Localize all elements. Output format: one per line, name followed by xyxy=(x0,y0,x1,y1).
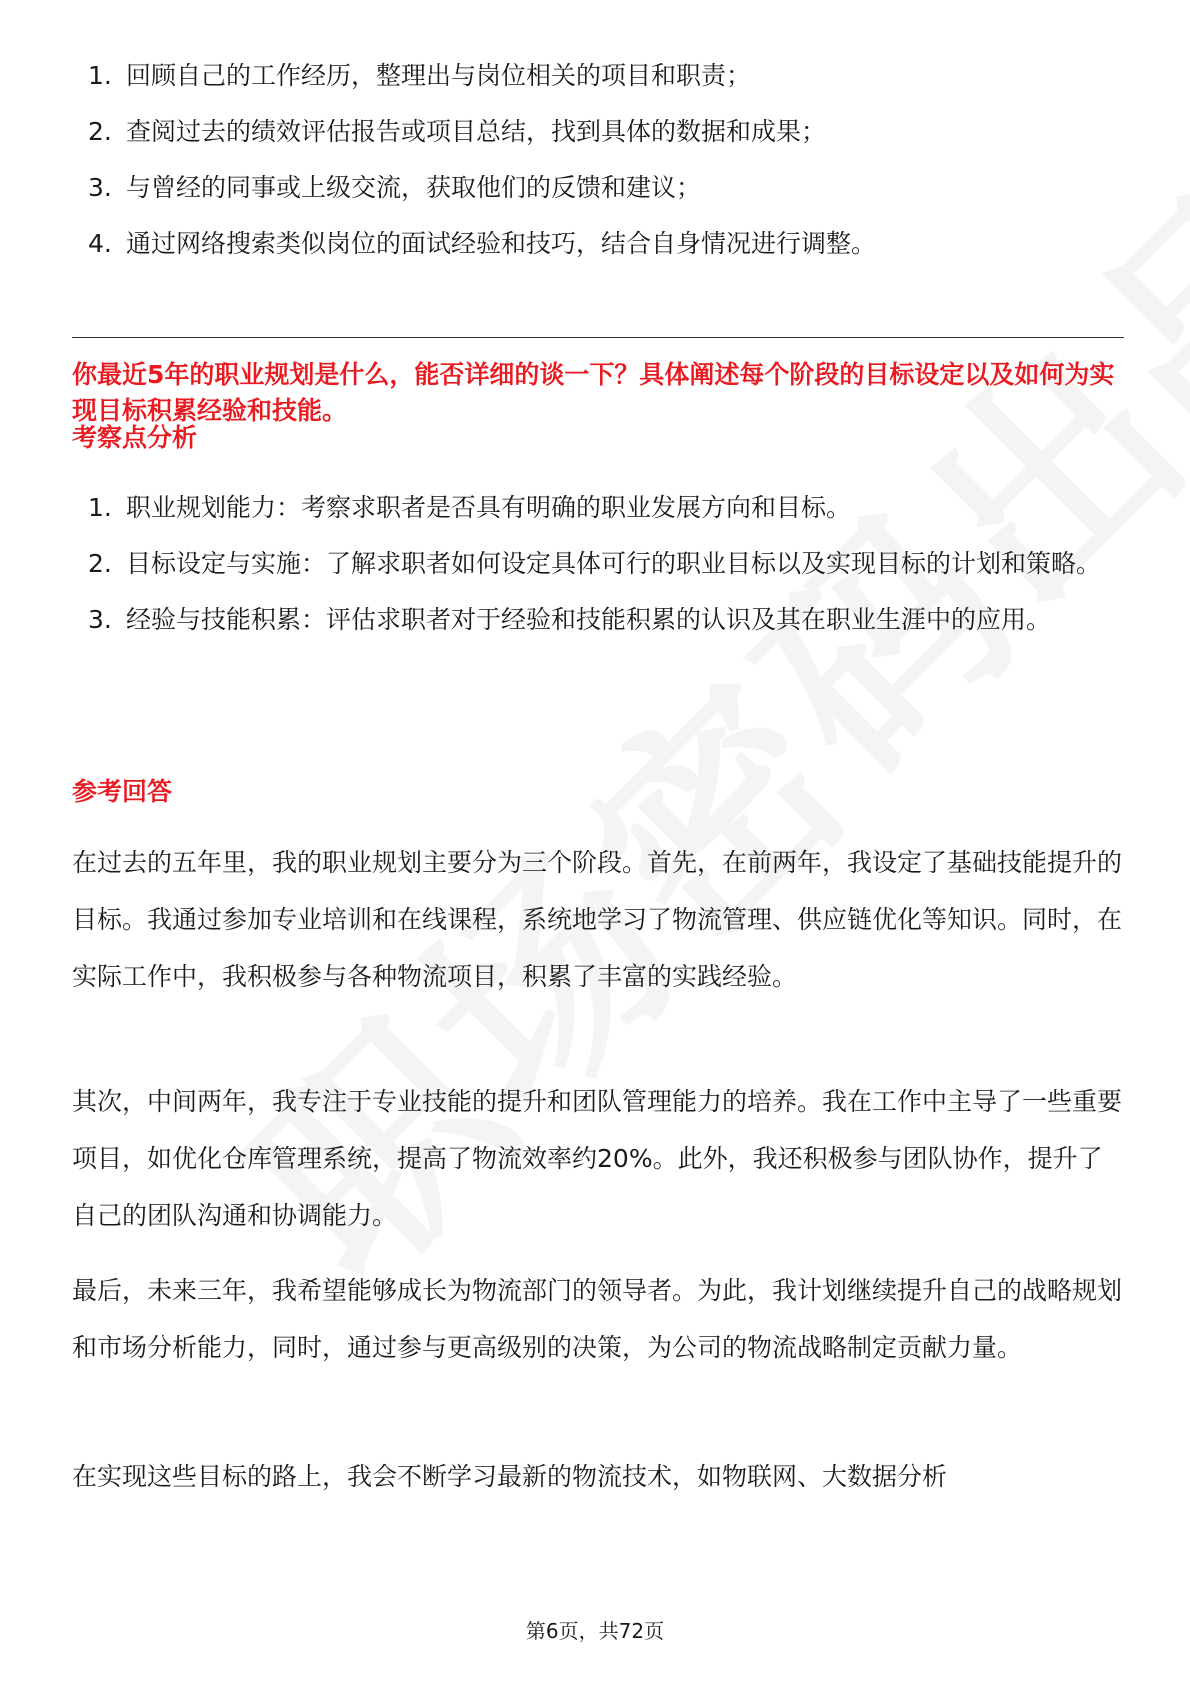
answer-paragraph: 其次，中间两年，我专注于专业技能的提升和团队管理能力的培养。我在工作中主导了一些重要项目，如优化仓库管理系统，提高了物流效率约20%。此外，我还积极参与团队协作，提升了自己的团队沟通和协调能力。 xyxy=(72,1087,1123,1230)
answer-paragraph: 在过去的五年里，我的职业规划主要分为三个阶段。首先，在前两年，我设定了基础技能提升的目标。我通过参加专业培训和在线课程，系统地学习了物流管理、供应链优化等知识。同时，在实际工作中，我积极参与各种物流项目，积累了丰富的实践经验。 xyxy=(72,848,1123,991)
section-divider xyxy=(72,337,1124,338)
list-item: 3. 经验与技能积累：评估求职者对于经验和技能积累的认识及其在职业生涯中的应用。 xyxy=(88,605,1052,634)
list-item: 4. 通过网络搜索类似岗位的面试经验和技巧，结合自身情况进行调整。 xyxy=(88,229,877,258)
top-list xyxy=(72,48,1122,272)
list-item: 2. 目标设定与实施：了解求职者如何设定具体可行的职业目标以及实现目标的计划和策略。 xyxy=(88,549,1102,578)
analysis-list xyxy=(72,480,1122,648)
analysis-heading: 考察点分析 xyxy=(72,423,198,452)
answer-paragraph: 在实现这些目标的路上，我会不断学习最新的物流技术，如物联网、大数据分析 xyxy=(72,1462,948,1491)
list-item: 3. 与曾经的同事或上级交流，获取他们的反馈和建议； xyxy=(88,173,702,202)
answer-paragraph: 最后，未来三年，我希望能够成长为物流部门的领导者。为此，我计划继续提升自己的战略规划和市场分析能力，同时，通过参与更高级别的决策，为公司的物流战略制定贡献力量。 xyxy=(72,1276,1123,1362)
question-title: 你最近5年的职业规划是什么，能否详细的谈一下？具体阐述每个阶段的目标设定以及如何为实现目标积累经验和技能。 xyxy=(72,360,1115,425)
list-item: 2. 查阅过去的绩效评估报告或项目总结，找到具体的数据和成果； xyxy=(88,117,827,146)
list-item: 1. 回顾自己的工作经历，整理出与岗位相关的项目和职责； xyxy=(88,61,752,90)
answer-heading: 参考回答 xyxy=(72,777,173,806)
page-number: 第6页，共72页 xyxy=(525,1619,665,1643)
list-item: 1. 职业规划能力：考察求职者是否具有明确的职业发展方向和目标。 xyxy=(88,493,852,522)
